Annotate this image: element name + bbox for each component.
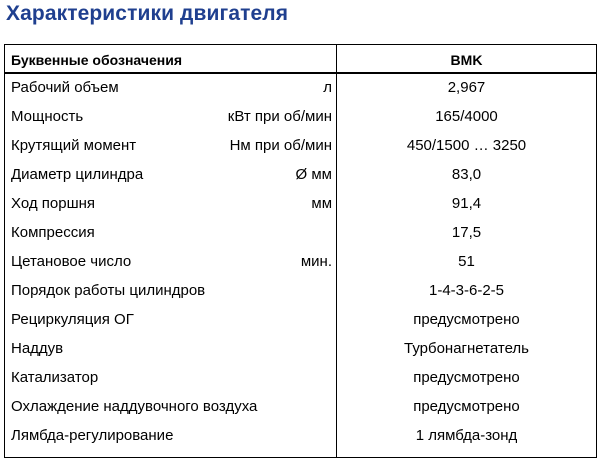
table-row (5, 422, 596, 451)
row-param-name: Мощность (11, 108, 84, 125)
row-unit: Ø мм (295, 166, 332, 183)
row-value: 17,5 (451, 224, 482, 241)
table-row (5, 364, 596, 393)
row-param-name: Катализатор (11, 369, 99, 386)
table-row (5, 190, 596, 219)
row-unit: мин. (300, 253, 332, 270)
spec-table (4, 44, 597, 458)
table-row (5, 277, 596, 306)
row-value: 165/4000 (435, 108, 498, 125)
table-row (5, 306, 596, 335)
row-param-name: Диаметр цилиндра (11, 166, 144, 183)
row-value: предусмотрено (413, 398, 520, 415)
row-value: 2,967 (447, 79, 486, 96)
row-value: 83,0 (451, 166, 482, 183)
row-unit: кВт при об/мин (227, 108, 332, 125)
table-row (5, 335, 596, 364)
table-row (5, 393, 596, 422)
row-param-name: Рециркуляция ОГ (11, 311, 134, 328)
row-value: 1 лямбда-зонд (415, 427, 518, 444)
row-unit: Нм при об/мин (229, 137, 332, 154)
row-param-name: Крутящий момент (11, 137, 137, 154)
table-header-row (5, 45, 596, 74)
row-param-name: Рабочий объем (11, 79, 119, 96)
row-value: 51 (458, 253, 475, 270)
row-unit: мм (311, 195, 332, 212)
row-param-name: Компрессия (11, 224, 95, 241)
row-param-name: Наддув (11, 340, 64, 357)
header-label: Буквенные обозначения (11, 52, 182, 68)
table-row (5, 74, 596, 103)
page-title: Характеристики двигателя (6, 2, 289, 25)
table-row (5, 103, 596, 132)
row-param-name: Охлаждение наддувочного воздуха (11, 398, 258, 415)
table-row (5, 219, 596, 248)
row-unit: л (323, 79, 332, 96)
row-value: 450/1500 … 3250 (406, 137, 527, 154)
row-param-name: Порядок работы цилиндров (11, 282, 206, 299)
row-value: Турбонагнетатель (404, 340, 529, 357)
row-value: 1-4-3-6-2-5 (428, 282, 505, 299)
row-param-name: Цетановое число (11, 253, 132, 270)
table-row (5, 161, 596, 190)
row-value: предусмотрено (413, 369, 520, 386)
table-row (5, 132, 596, 161)
row-value: предусмотрено (413, 311, 520, 328)
header-engine-code: BMK (450, 52, 483, 68)
row-value: 91,4 (451, 195, 482, 212)
row-param-name: Лямбда-регулирование (11, 427, 174, 444)
table-row (5, 248, 596, 277)
row-param-name: Ход поршня (11, 195, 96, 212)
